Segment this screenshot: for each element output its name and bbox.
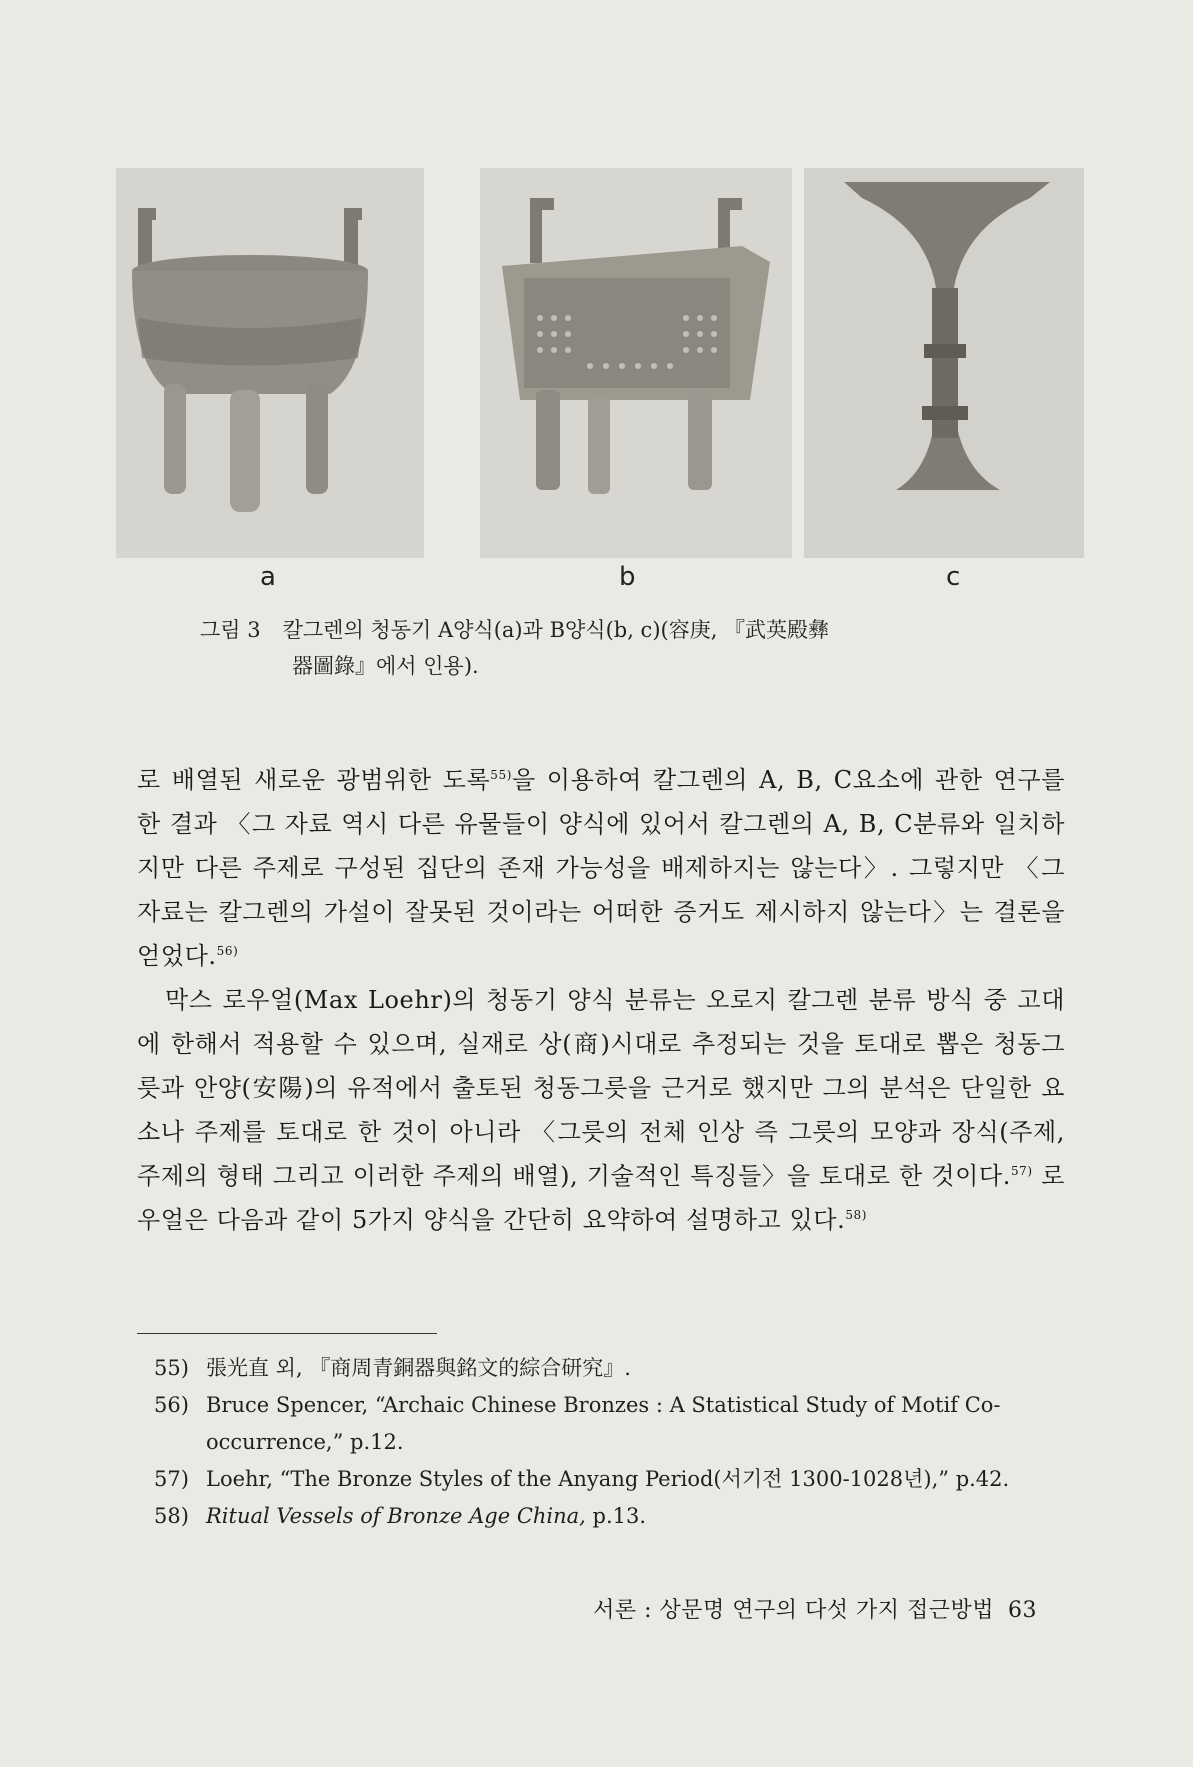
text-run: 로우얼은 다음과 같이 5가지 양식을 간단히 요약하여 설명하고 있다.: [137, 1162, 1065, 1234]
footnote-number: 56): [154, 1393, 189, 1417]
page-number: 63: [1008, 1598, 1037, 1623]
footnote: [154, 1461, 1064, 1498]
caption-text-1: 칼그렌의 청동기 A양식(a)과 B양식(b, c)(容庚, 『武英殿彝: [282, 618, 830, 642]
text-run: 막스 로우얼(Max Loehr)의 청동기 양식 분류는 오로지 칼그렌 분류 방식 중 고대에 한해서 적용할 수 있으며, 실재로 상(商)시대로 추정되는 것을 토대로 뽑은 청동그릇과 안양(安陽)의 유적에서 출토된 청동그릇을 근거로 했지만 그의 분석은 단일한 요소나 주제를 토대로 한 것이 아니라 〈그릇의 전체 인상 즉 그릇의 모양과 장식(주제, 주제의 형태 그리고 이러한 주제의 배열), 기술적인 특징들〉을 토대로 한 것이다.: [137, 986, 1065, 1190]
text-run: p.13.: [585, 1504, 647, 1528]
running-footer-title: 서론 : 상문명 연구의 다섯 가지 접근방법: [593, 1598, 994, 1623]
text-run: 을 이용하여 칼그렌의 A, B, C요소에 관한 연구를 한 결과 〈그 자료 역시 다른 유물들이 양식에 있어서 칼그렌의 A, B, C분류와 일치하지만 다른 주제로 구성된 집단의 존재 가능성을 배제하지는 않는다〉. 그렇지만 〈그 자료는 칼그렌의 가설이 잘못된 것이라는 어떠한 증거도 제시하지 않는다〉는 결론을 얻었다.: [137, 766, 1065, 970]
figure-caption: [200, 612, 1020, 684]
footnote-number: 57): [154, 1467, 189, 1491]
bronze-fangding-photo-b: [480, 168, 792, 558]
footnote-ref: 57): [1010, 1164, 1033, 1178]
caption-number: 그림 3: [200, 618, 261, 642]
figure-photos: [116, 168, 1084, 558]
footnote: [154, 1350, 1064, 1387]
text-run: 로 배열된 새로운 광범위한 도록: [137, 766, 491, 794]
text-run: Bruce Spencer, “Archaic Chinese Bronzes : A Statistical Study of Motif Co-occurrence,” p.12.: [206, 1393, 1001, 1454]
figure-label-a: a: [260, 562, 276, 592]
figure-label-b: b: [619, 562, 636, 592]
footnote-ref: 56): [216, 944, 239, 958]
running-footer: [593, 1593, 1037, 1624]
bronze-ding-photo-a: [116, 168, 424, 558]
body-paragraph-1: [137, 758, 1065, 978]
footnote-divider: [137, 1333, 437, 1334]
footnote: [154, 1498, 1064, 1535]
footnote-ref: 58): [845, 1208, 868, 1222]
footnote-ref: 55): [490, 768, 512, 782]
body-text: [137, 758, 1065, 1242]
figure-label-c: c: [946, 562, 961, 592]
footnotes: [154, 1350, 1064, 1535]
footnote-number: 55): [154, 1356, 189, 1380]
footnote: [154, 1387, 1064, 1461]
italic-title: Ritual Vessels of Bronze Age China,: [206, 1504, 586, 1528]
footnote-number: 58): [154, 1504, 189, 1528]
bronze-gu-photo-c: [804, 168, 1084, 558]
caption-line-1: [200, 612, 1020, 648]
body-paragraph-2: [137, 978, 1065, 1242]
text-run: 張光直 외, 『商周青銅器與銘文的綜合研究』.: [206, 1356, 631, 1380]
caption-line-2: 器圖錄』에서 인용).: [292, 654, 479, 678]
text-run: Loehr, “The Bronze Styles of the Anyang Period(서기전 1300-1028년),” p.42.: [206, 1467, 1010, 1491]
